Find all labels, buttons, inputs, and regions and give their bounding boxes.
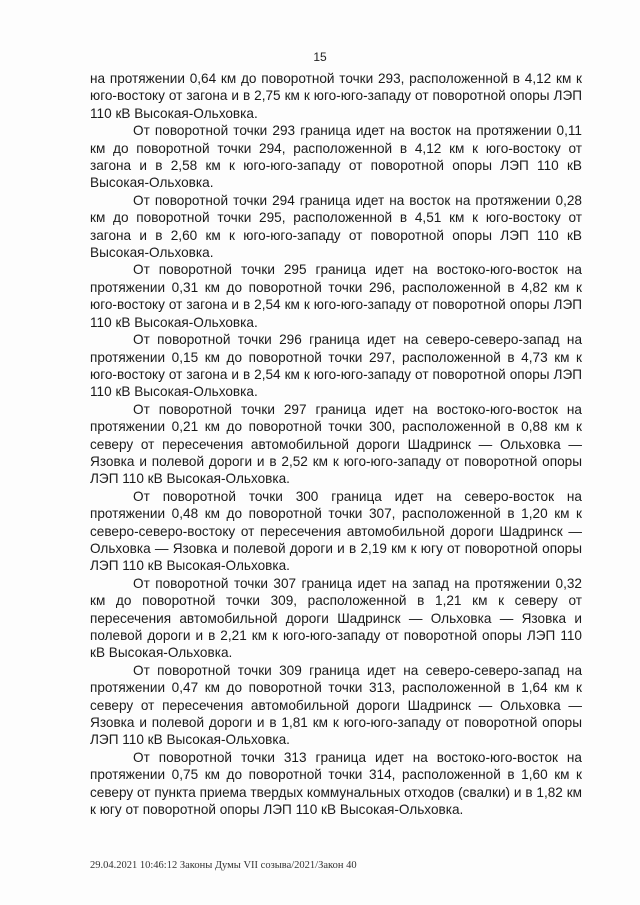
paragraph: От поворотной точки 309 граница идет на северо-северо-запад на протяжении 0,47 км до поворотной точки 313, расположенной в 1,64 км к северу от пересечения автомобильной дороги Шадринск — Ольховка — Язовка и полевой дороги и в 1,81 км к юго-юго-западу от поворотной опоры ЛЭП 110 кВ Высокая-Ольховка. (90, 662, 582, 748)
paragraph: на протяжении 0,64 км до поворотной точки 293, расположенной в 4,12 км к юго-востоку от загона и в 2,75 км к юго-юго-западу от поворотной опоры ЛЭП 110 кВ Высокая-Ольховка. (90, 71, 582, 121)
page-footer: 29.04.2021 10:46:12 Законы Думы VII созыва/2021/Закон 40 (90, 860, 357, 871)
paragraph: От поворотной точки 295 граница идет на востоко-юго-восток на протяжении 0,31 км до поворотной точки 296, расположенной в 4,82 км к юго-востоку от загона и в 2,54 км к юго-юго-западу от поворотной опоры ЛЭП 110 кВ Высокая-Ольховка. (90, 262, 582, 330)
paragraph: От поворотной точки 300 граница идет на северо-восток на протяжении 0,48 км до поворотной точки 307, расположенной в 1,20 км к северо-северо-востоку от пересечения автомобильной дороги Шадринск — Ольховка — Язовка и полевой дороги и в 2,19 км к югу от поворотной опоры ЛЭП 110 кВ Высокая-Ольховка. (90, 488, 582, 574)
paragraph: От поворотной точки 297 граница идет на востоко-юго-восток на протяжении 0,21 км до поворотной точки 300, расположенной в 0,88 км к северу от пересечения автомобильной дороги Шадринск — Ольховка — Язовка и полевой дороги и в 2,52 км к юго-юго-западу от поворотной опоры ЛЭП 110 кВ Высокая-Ольховка. (90, 401, 582, 487)
paragraph: От поворотной точки 313 граница идет на востоко-юго-восток на протяжении 0,75 км до поворотной точки 314, расположенной в 1,60 км к северу от пункта приема твердых коммунальных отходов (свалки) и в 1,82 км к югу от поворотной опоры ЛЭП 110 кВ Высокая-Ольховка. (90, 749, 582, 818)
paragraph: От поворотной точки 294 граница идет на восток на протяжении 0,28 км до поворотной точки 295, расположенной в 4,51 км к юго-востоку от загона и в 2,60 км к юго-юго-западу от поворотной опоры ЛЭП 110 кВ Высокая-Ольховка. (90, 192, 582, 261)
document-body (90, 70, 582, 818)
page-number: 15 (313, 50, 327, 64)
paragraph: От поворотной точки 307 граница идет на запад на протяжении 0,32 км до поворотной точки 309, расположенной в 1,21 км к северу от пересечения автомобильной дороги Шадринск — Ольховка — Язовка и полевой дороги и в 2,21 км к юго-юго-западу от поворотной опоры ЛЭП 110 кВ Высокая-Ольховка. (90, 575, 582, 661)
paragraph: От поворотной точки 296 граница идет на северо-северо-запад на протяжении 0,15 км до поворотной точки 297, расположенной в 4,73 км к юго-востоку от загона и в 2,54 км к юго-юго-западу от поворотной опоры ЛЭП 110 кВ Высокая-Ольховка. (90, 332, 582, 400)
paragraph: От поворотной точки 293 граница идет на восток на протяжении 0,11 км до поворотной точки 294, расположенной в 4,12 км к юго-востоку от загона и в 2,58 км к юго-юго-западу от поворотной опоры ЛЭП 110 кВ Высокая-Ольховка. (90, 123, 582, 191)
margin-registration-stamp (614, 560, 622, 860)
